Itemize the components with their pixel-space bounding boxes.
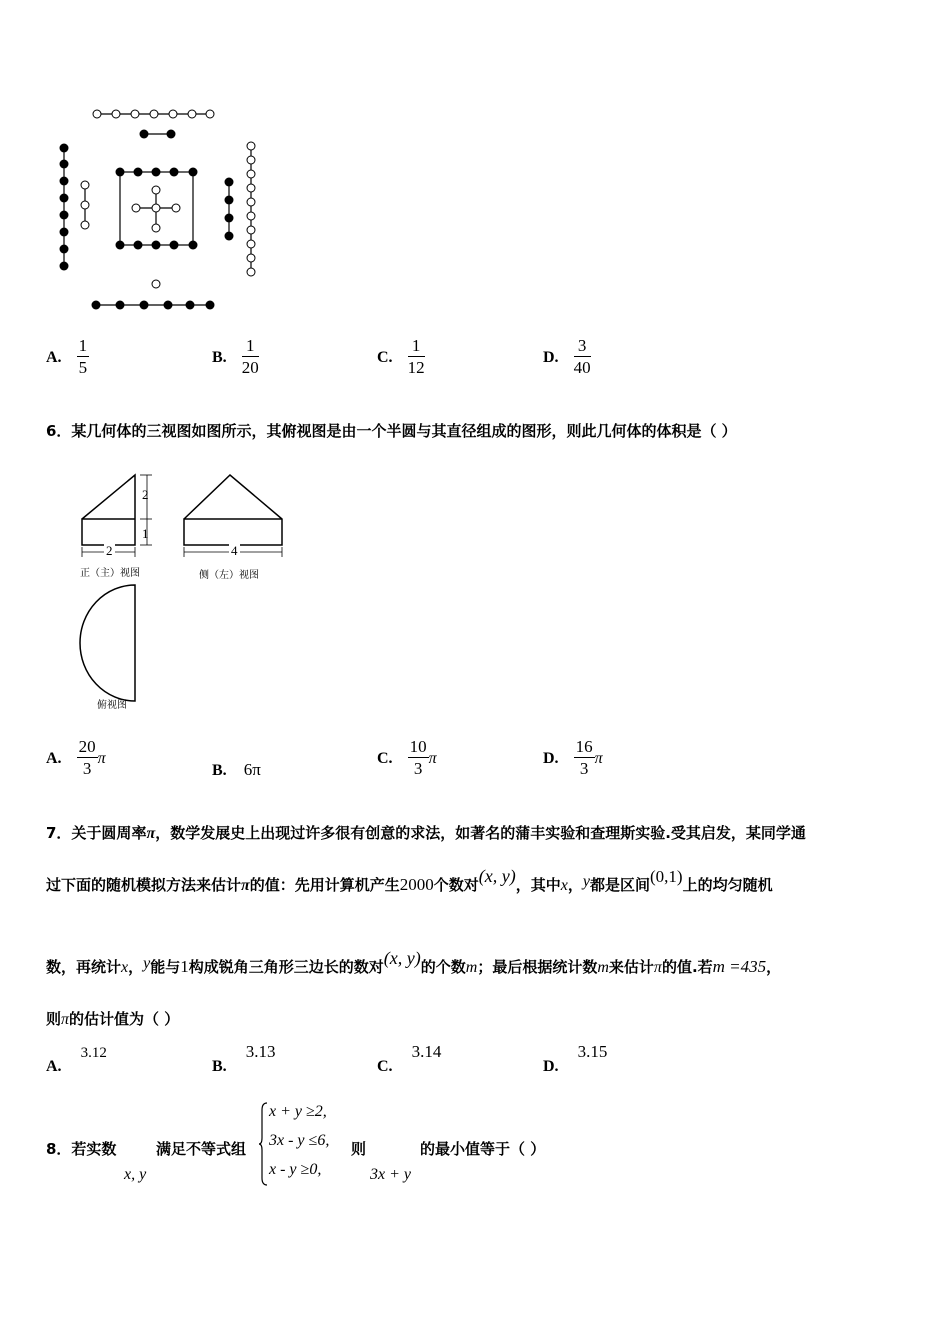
q5-option-d[interactable]: D. $\frac{3}{40}$ [543,336,591,377]
q5-option-b[interactable]: B. $\frac{1}{20}$ [212,336,259,377]
q8-text-a: 8．若实数 [46,1140,117,1158]
dim-label-2-bottom: 2 [106,543,113,558]
q7-line-1: 7．关于圆周率π，数学发展史上出现过许多很有创意的求法，如著名的蒲丰实验和查理斯实验.受其启发，某同学通 [46,824,806,842]
q6-option-b[interactable]: B. 6π [212,760,261,779]
q7-option-a[interactable]: A. 3.12 [46,1045,107,1075]
q8-inequality-3: x - y ≥0, [269,1161,322,1178]
q6-question: 6．某几何体的三视图如图所示，其俯视图是由一个半圆与其直径组成的图形，则此几何体的体积是（ ） [46,422,737,440]
three-view-figure [70,465,300,715]
q8-vars: x, y [124,1166,147,1183]
front-view-caption: 正（主）视图 [80,568,140,579]
q7-option-d[interactable]: D. 3.15 [543,1042,608,1075]
q6-option-c[interactable]: C. $\frac{10}{3}$ π [377,737,437,778]
q8-inequality-1: x + y ≥2, [269,1103,327,1120]
dim-label-4: 4 [231,543,238,558]
q8-text-c: 则 [351,1140,367,1158]
q5-option-a[interactable]: A. $\frac{1}{5}$ [46,336,88,377]
q8-inequality-2: 3x - y ≤6, [269,1132,330,1149]
q7-line-4: 则π的估计值为（ ） [46,1010,180,1028]
q7-line-2: 过下面的随机模拟方法来估计π的值：先用计算机产生2000个数对(x, y)，其中x，y都是区间(0,1)上的均匀随机 [46,866,773,894]
q6-option-d[interactable]: D. $\frac{16}{3}$ π [543,737,603,778]
q7-line-3: 数，再统计x，y能与1构成锐角三角形三边长的数对(x, y)的个数m；最后根据统计数m来估计π的值.若m =435， [46,948,782,976]
dim-label-2-top: 2 [142,487,149,502]
top-view-caption: 俯视图 [97,700,127,711]
q7-option-b[interactable]: B. 3.13 [212,1042,276,1075]
dim-label-1: 1 [142,526,149,541]
side-view-caption: 侧（左）视图 [199,570,259,581]
q6-option-a[interactable]: A. $\frac{20}{3}$ π [46,737,106,778]
q5-option-c[interactable]: C. $\frac{1}{12}$ [377,336,425,377]
q8-text-d: 的最小值等于（ ） [420,1140,546,1158]
q8-target: 3x + y [370,1166,411,1183]
dot-pattern-figure [40,100,280,320]
q7-option-c[interactable]: C. 3.14 [377,1042,442,1075]
q8-text-b: 满足不等式组 [156,1140,247,1158]
